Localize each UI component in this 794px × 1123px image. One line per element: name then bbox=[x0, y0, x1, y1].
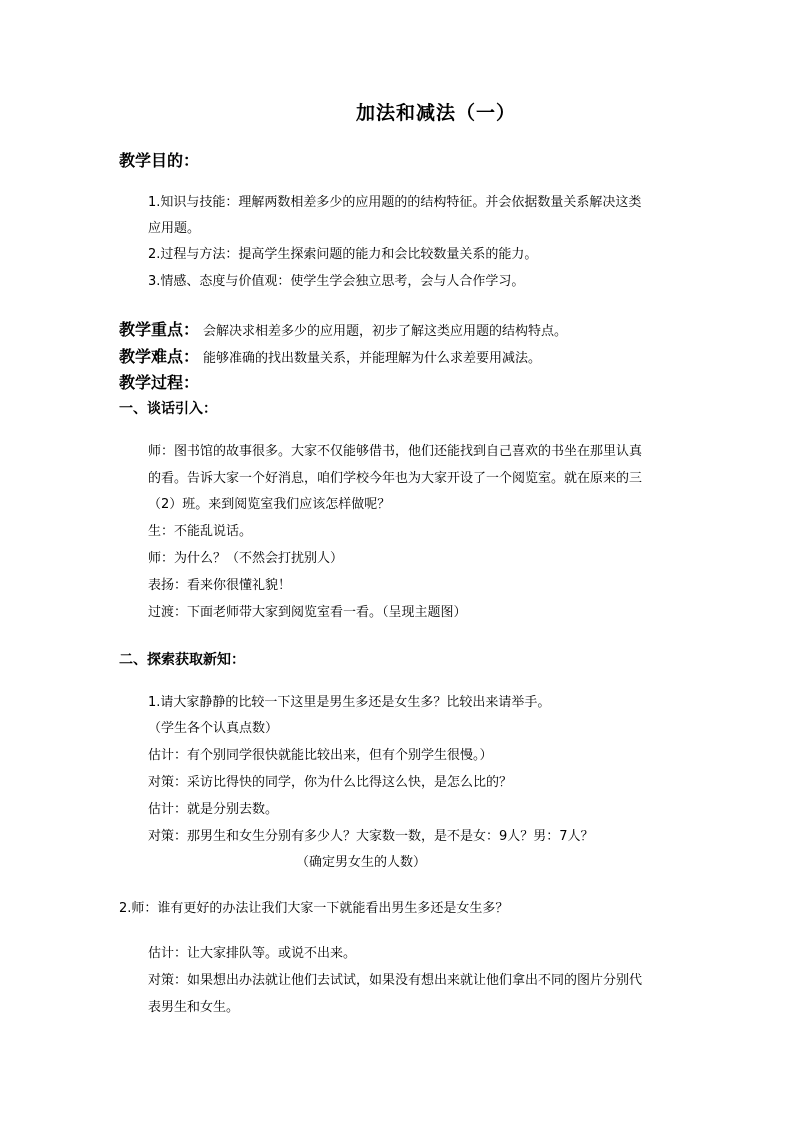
section2-tail-line: 对策：如果想出办法就让他们去试试，如果没有想出来就让他们拿出不同的图片分别代 bbox=[148, 973, 643, 988]
section1-line: 表扬：看来你很懂礼貌！ bbox=[148, 578, 292, 593]
section2-question: 2.师：谁有更好的办法让我们大家一下就能看出男生多还是女生多？ bbox=[119, 901, 509, 916]
objective-line: 应用题。 bbox=[148, 221, 201, 236]
section1-line: 的看。告诉大家一个好消息，咱们学校今年也为大家开设了一个阅览室。就在原来的三 bbox=[148, 471, 643, 486]
section2-line: 估计：就是分别去数。 bbox=[148, 802, 279, 817]
section1-line: 师：为什么？（不然会打扰别人） bbox=[148, 551, 344, 566]
difficulty-text: 能够准确的找出数量关系，并能理解为什么求差要用减法。 bbox=[203, 351, 542, 366]
section2-tail-line: 估计：让大家排队等。或说不出来。 bbox=[148, 946, 357, 961]
section2-line: （学生各个认真点数） bbox=[148, 721, 279, 736]
section1-line: 过渡：下面老师带大家到阅览室看一看。（呈现主题图） bbox=[148, 605, 467, 620]
objective-line: 3.情感、态度与价值观：使学生学会独立思考，会与人合作学习。 bbox=[148, 274, 525, 289]
section2-line: 1.请大家静静的比较一下这里是男生多还是女生多？比较出来请举手。 bbox=[148, 695, 551, 710]
key-point-text: 会解决求相差多少的应用题，初步了解这类应用题的结构特点。 bbox=[203, 324, 568, 339]
section2-center-note: （确定男女生的人数） bbox=[296, 855, 427, 870]
section1-heading: 一、谈话引入： bbox=[119, 401, 217, 417]
section2-line: 估计：有个别同学很快就能比较出来，但有个别学生很慢。） bbox=[148, 748, 493, 763]
section1-line: 师：图书馆的故事很多。大家不仅能够借书，他们还能找到自己喜欢的书坐在那里认真 bbox=[148, 444, 643, 459]
section2-line: 对策：那男生和女生分别有多少人？大家数一数，是不是女：9人？男：7人？ bbox=[148, 829, 594, 844]
document-title: 加法和减法（一） bbox=[355, 102, 516, 124]
section1-line: （2）班。来到阅览室我们应该怎样做呢？ bbox=[148, 497, 391, 512]
difficulty-row bbox=[119, 344, 541, 367]
process-heading: 教学过程： bbox=[119, 373, 200, 392]
objectives-heading: 教学目的： bbox=[119, 151, 200, 170]
section2-tail-line: 表男生和女生。 bbox=[148, 1000, 240, 1015]
objective-line: 2.过程与方法：提高学生探索问题的能力和会比较数量关系的能力。 bbox=[148, 247, 538, 262]
key-point-label: 教学重点： bbox=[119, 320, 200, 339]
key-point-row bbox=[119, 317, 567, 340]
section2-line: 对策：采访比得快的同学，你为什么比得这么快，是怎么比的？ bbox=[148, 775, 513, 790]
section2-heading: 二、探索获取新知： bbox=[119, 652, 245, 668]
section1-line: 生：不能乱说话。 bbox=[148, 524, 253, 539]
difficulty-label: 教学难点： bbox=[119, 347, 200, 366]
objective-line: 1.知识与技能：理解两数相差多少的应用题的的结构特征。并会依据数量关系解决这类 bbox=[148, 195, 642, 210]
